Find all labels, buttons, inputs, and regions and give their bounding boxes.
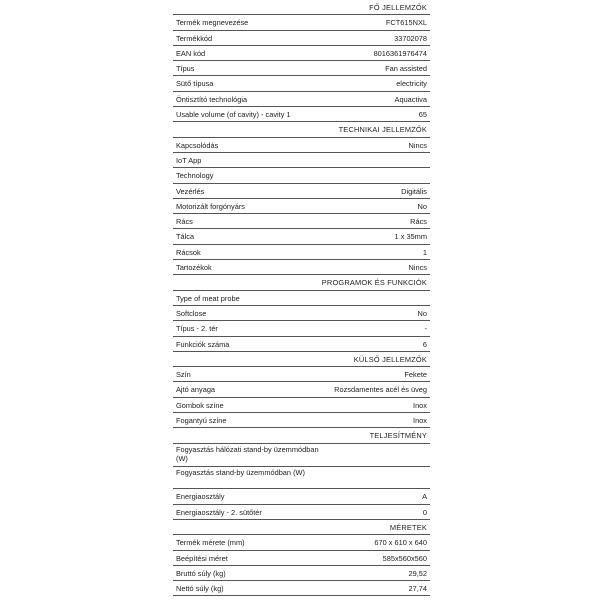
- section-title: MÉRETEK: [389, 522, 427, 532]
- spec-label: Usable volume (of cavity) - cavity 1: [176, 110, 291, 120]
- spec-value: 65: [418, 110, 427, 120]
- spec-row: [173, 413, 430, 428]
- spec-row: [173, 31, 430, 46]
- spec-label: Motorizált forgónyárs: [176, 201, 246, 211]
- spec-row: [173, 107, 430, 122]
- spec-row: [173, 199, 430, 214]
- spec-value: electricity: [396, 79, 427, 89]
- spec-label: Kapcsolódás: [176, 140, 219, 150]
- spec-value: 1: [422, 247, 427, 257]
- section-title: TECHNIKAI JELLEMZŐK: [338, 125, 427, 135]
- spec-value: Digitális: [401, 186, 427, 196]
- spec-row: [173, 184, 430, 199]
- spec-sheet: [173, 0, 430, 596]
- section-title: FŐ JELLEMZŐK: [369, 3, 427, 12]
- spec-row: [173, 153, 430, 168]
- spec-label: Termék megnevezése: [176, 18, 249, 28]
- section-header: [173, 275, 430, 290]
- section-title: KÜLSŐ JELLEMZŐK: [353, 354, 427, 364]
- spec-label: IoT App: [176, 155, 202, 165]
- spec-value: 0: [422, 507, 427, 517]
- spec-label: Ajtó anyaga: [176, 385, 216, 395]
- spec-label: Type of meat probe: [176, 293, 240, 303]
- spec-value: 670 x 610 x 640: [374, 538, 427, 548]
- spec-row: [173, 467, 430, 490]
- spec-value: Nincs: [408, 263, 427, 273]
- spec-value: Fan assisted: [385, 64, 427, 74]
- spec-label: EAN kód: [176, 48, 206, 58]
- spec-value: Nincs: [408, 140, 427, 150]
- spec-row: [173, 321, 430, 336]
- spec-row: [173, 367, 430, 382]
- section-header: [173, 428, 430, 443]
- spec-value: 8016361976474: [373, 48, 427, 58]
- spec-row: [173, 168, 430, 183]
- spec-label: Fogantyú színe: [176, 416, 227, 426]
- spec-label: Termék mérete (mm): [176, 538, 245, 548]
- spec-label: Fogyasztás hálózati stand-by üzemmódban (W): [176, 444, 319, 463]
- spec-value: 27,74: [408, 584, 427, 594]
- spec-value: Fekete: [404, 370, 427, 380]
- spec-label: Technology: [176, 171, 214, 181]
- spec-row: [173, 398, 430, 413]
- spec-label: Energiaosztály - 2. sütőtér: [176, 507, 262, 517]
- spec-label: Sütő típusa: [176, 79, 214, 89]
- spec-label: Softclose: [176, 308, 207, 318]
- spec-row: [173, 489, 430, 504]
- spec-value: 29,52: [408, 568, 427, 578]
- section-title: TELJESÍTMÉNY: [369, 431, 427, 441]
- spec-value: 1 x 35mm: [394, 232, 427, 242]
- spec-row: [173, 291, 430, 306]
- spec-label: Energiaosztály: [176, 492, 225, 502]
- spec-label: Vezérlés: [176, 186, 205, 196]
- spec-row: [173, 46, 430, 61]
- spec-value: FCT615NXL: [385, 18, 427, 28]
- section-header: [173, 520, 430, 535]
- spec-label: Típus: [176, 64, 195, 74]
- spec-row: [173, 505, 430, 520]
- spec-label: Öntisztító technológia: [176, 94, 248, 104]
- spec-row: [173, 581, 430, 596]
- spec-row: [173, 61, 430, 76]
- spec-value: No: [417, 201, 427, 211]
- spec-row: [173, 551, 430, 566]
- spec-value: Aquactiva: [394, 94, 427, 104]
- spec-label: Tartozékok: [176, 263, 212, 273]
- spec-value: 33702078: [394, 33, 427, 43]
- section-header: [173, 352, 430, 367]
- spec-label: Termékkód: [176, 33, 213, 43]
- spec-label: Fogyasztás stand-by üzemmódban (W): [176, 467, 305, 477]
- spec-row: [173, 92, 430, 107]
- spec-value: Rács: [410, 217, 427, 227]
- spec-label: Szín: [176, 370, 191, 380]
- spec-row: [173, 306, 430, 321]
- spec-label: Tálca: [176, 232, 195, 242]
- spec-row: [173, 138, 430, 153]
- spec-row: [173, 229, 430, 244]
- spec-value: Inox: [413, 400, 427, 410]
- spec-value: Inox: [413, 416, 427, 426]
- spec-label: Bruttó súly (kg): [176, 568, 226, 578]
- spec-row: [173, 337, 430, 352]
- spec-value: 585x560x560: [382, 553, 427, 563]
- section-title: PROGRAMOK ÉS FUNKCIÓK: [321, 278, 427, 288]
- spec-label: Típus - 2. tér: [176, 324, 218, 334]
- spec-value: No: [417, 308, 427, 318]
- spec-row: [173, 382, 430, 397]
- section-header: [173, 122, 430, 137]
- spec-row: [173, 15, 430, 30]
- spec-label: Rácsok: [176, 247, 201, 257]
- spec-label: Beépítési méret: [176, 553, 228, 563]
- spec-row: [173, 76, 430, 91]
- spec-value: -: [424, 324, 427, 334]
- section-header: [173, 0, 430, 15]
- spec-row: [173, 444, 430, 467]
- spec-row: [173, 535, 430, 550]
- spec-value: A: [422, 492, 427, 502]
- spec-label: Nettó súly (kg): [176, 584, 224, 594]
- spec-value: Rozsdamentes acél és üveg: [334, 385, 427, 395]
- spec-row: [173, 214, 430, 229]
- spec-label: Funkciók száma: [176, 339, 230, 349]
- spec-row: [173, 245, 430, 260]
- spec-label: Gombok színe: [176, 400, 224, 410]
- spec-label: Rács: [176, 217, 193, 227]
- spec-value: 6: [422, 339, 427, 349]
- spec-row: [173, 566, 430, 581]
- spec-row: [173, 260, 430, 275]
